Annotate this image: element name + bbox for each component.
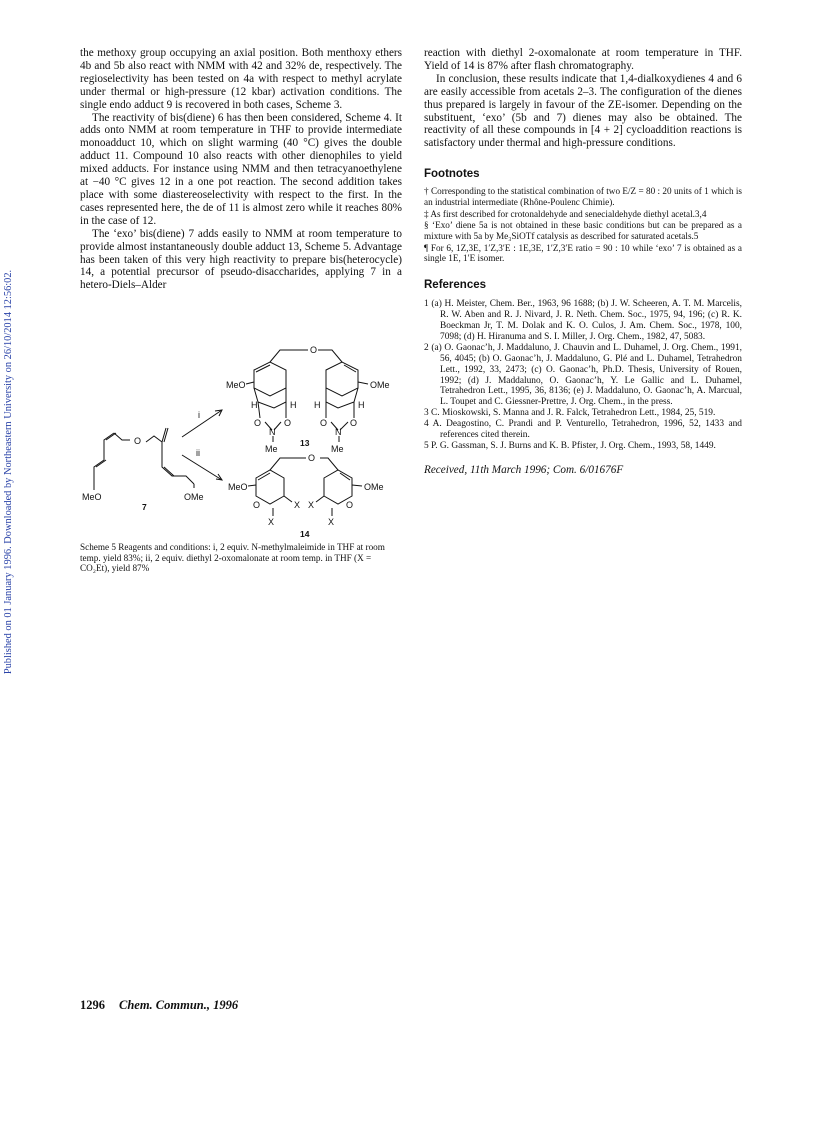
label-x-1: X [294,500,301,510]
reference-item: 1 (a) H. Meister, Chem. Ber., 1963, 96 1688; (b) J. W. Scheeren, A. T. M. Marcelis, R. W. Aben and R. J. Nivard, J. R. Neth. Chem. Soc., 1975, 94, 196; (c) R. K. Boeckman Jr, T. M. Dolak and K. O. Culos, J. Am. Chem. Soc., 1978, 100, 7098; (d) H. Hiranuma and S. I. Miller, J. Org. Chem., 1982, 47, 5083. [424,299,742,342]
footnote-item: § ‘Exo’ diene 5a is not obtained in these basic conditions but can be prepared as a mixture with 5a by Me₃SiOTf catalysis as described for saturated acetals.5 [424,220,742,242]
label-o-1: O [254,418,262,428]
label-h-1: H [251,400,258,410]
body-paragraph-3: The ‘exo’ bis(diene) 7 adds easily to NMM at room temperature to provide almost instantaneously double adduct 13, Scheme 5. Advantage has been taken of this very high reactivity to prepare bis(heterocycle) 14, a potential precursor of pseudo-disaccharides, applying 7 in a hetero-Diels–Alder [80,227,402,292]
scheme-5-drawing [80,340,402,540]
reference-item: 5 P. G. Gassman, S. J. Burns and K. B. Pfister, J. Org. Chem., 1993, 58, 1449. [424,440,716,451]
compound-number-14: 14 [300,529,310,539]
label-o-3: O [320,418,328,428]
label-ome-7: OMe [184,492,204,502]
page-footer [80,998,238,1013]
scheme-5-caption: Scheme 5 Reagents and conditions: i, 2 equiv. N-methylmaleimide in THF at room temp. yield 83%; ii, 2 equiv. diethyl 2-oxomalonate at room temp. in THF (X = CO₂Et), yield 87% [80,542,385,574]
label-o-4: O [350,418,358,428]
label-o-ring-1: O [253,500,261,510]
body-paragraph-1: the methoxy group occupying an axial position. Both menthoxy ethers 4b and 5b also react with NMM with 42 and 32% de, respectively. The regioselectivity has been tested on 4a with respect to methyl acrylate under thermal or high-pressure (12 kbar) activation conditions. The single endo adduct 9 is recovered in both cases, Scheme 3. [80,47,402,111]
label-n-1: N [269,427,276,437]
scheme-5-figure [80,340,402,540]
reference-item: 3 C. Mioskowski, S. Manna and J. R. Falck, Tetrahedron Lett., 1984, 25, 519. [424,408,716,419]
label-o-bridge-13: O [310,345,318,355]
label-o-2: O [284,418,292,428]
label-ome-13: OMe [370,380,390,390]
body-paragraph-5: In conclusion, these results indicate that 1,4-dialkoxydienes 4 and 6 are easily accessible from acetals 2–3. The configuration of the dienes thus prepared is largely in favour of the ZE-isomer. Depending on the substituent, ‘exo’ (5b and 7) dienes may also be obtained. The reactivity of all these compounds in [4 + 2] cycloaddition reactions is satisfactory under thermal and high-pressure conditions. [424,72,742,150]
left-column [80,47,402,292]
label-me-2: Me [331,444,344,454]
label-x-3: X [268,517,275,527]
label-x-2: X [308,500,315,510]
label-o-ring-2: O [346,500,354,510]
label-o-chain-7: O [134,436,142,446]
label-step-ii: ii [196,448,200,458]
label-h-3: H [314,400,321,410]
received-line: Received, 11th March 1996; Com. 6/01676F [424,463,624,476]
references-list [424,299,742,452]
reference-item: 2 (a) O. Gaonac’h, J. Maddaluno, J. Chauvin and L. Duhamel, J. Org. Chem., 1991, 56, 4045; (b) O. Gaonac’h, J. Maddaluno, G. Plé and L. Duhamel, Tetrahedron Lett., 1992, 33, 2473; (c) O. Gaonac’h, Ph.D. Thesis, University of Rouen, 1992; (d) J. Maddaluno, O. Gaonac’h, Y. Le Gallic and L. Duhamel, Tetrahedron Lett., 1995, 36, 8136; (e) J. Maddaluno, O. Gaonac’h, A. Marcual, L. Toupet and C. Giessner-Prettre, J. Org. Chem., in the press. [424,342,742,408]
journal-citation: Chem. Commun., 1996 [119,998,239,1012]
footnote-item: ¶ For 6, 1Z,3E, 1′Z,3′E : 1E,3E, 1′Z,3′E ratio = 90 : 10 while ‘exo’ 7 is obtained as a single 1E, 1′E isomer. [424,242,742,264]
label-x-4: X [328,517,335,527]
body-paragraph-4: reaction with diethyl 2-oxomalonate at room temperature in THF. Yield of 14 is 87% after flash chromatography. [424,47,742,72]
page-number: 1296 [80,998,105,1012]
footnotes-heading: Footnotes [424,168,480,181]
compound-number-13: 13 [300,438,310,448]
label-meo-7: MeO [82,492,102,502]
label-meo-13: MeO [226,380,246,390]
label-h-4: H [358,400,365,410]
footnote-item: † Corresponding to the statistical combination of two E/Z = 80 : 20 units of 1 which is an industrial intermediate (Rhône-Poulenc Chimie). [424,186,742,207]
right-column [424,47,742,476]
reference-item: 4 A. Deagostino, C. Prandi and P. Venturello, Tetrahedron, 1996, 52, 1433 and references cited therein. [424,419,742,441]
download-watermark-text: Published on 01 January 1996. Downloaded by Northeastern University on 26/10/2014 12:56:02. [3,269,14,675]
label-me-1: Me [265,444,278,454]
label-h-2: H [290,400,297,410]
label-o-bridge-14: O [308,453,316,463]
footnote-item: ‡ As first described for crotonaldehyde and senecialdehyde diethyl acetal.3,4 [424,208,707,219]
label-ome-14: OMe [364,482,384,492]
references-heading: References [424,279,487,292]
label-step-i: i [198,410,200,420]
compound-number-7: 7 [142,502,147,512]
label-n-2: N [335,427,342,437]
download-watermark [0,0,22,1129]
label-meo-14: MeO [228,482,248,492]
body-paragraph-2: The reactivity of bis(diene) 6 has then been considered, Scheme 4. It adds onto NMM at room temperature in THF to provide intermediate monoadduct 10, which on slight warming (40 °C) gives the double adduct 11. Compound 10 also reacts with other dienophiles to yield mixed adducts. For instance using NMM and then tetracyanoethylene at −40 °C gives 12 in a one pot reaction. The second addition takes place with some diastereoselectivity with respect to the first. In the cases represented here, the de of 11 is almost zero while it reaches 80% in the case of 12. [80,111,402,227]
